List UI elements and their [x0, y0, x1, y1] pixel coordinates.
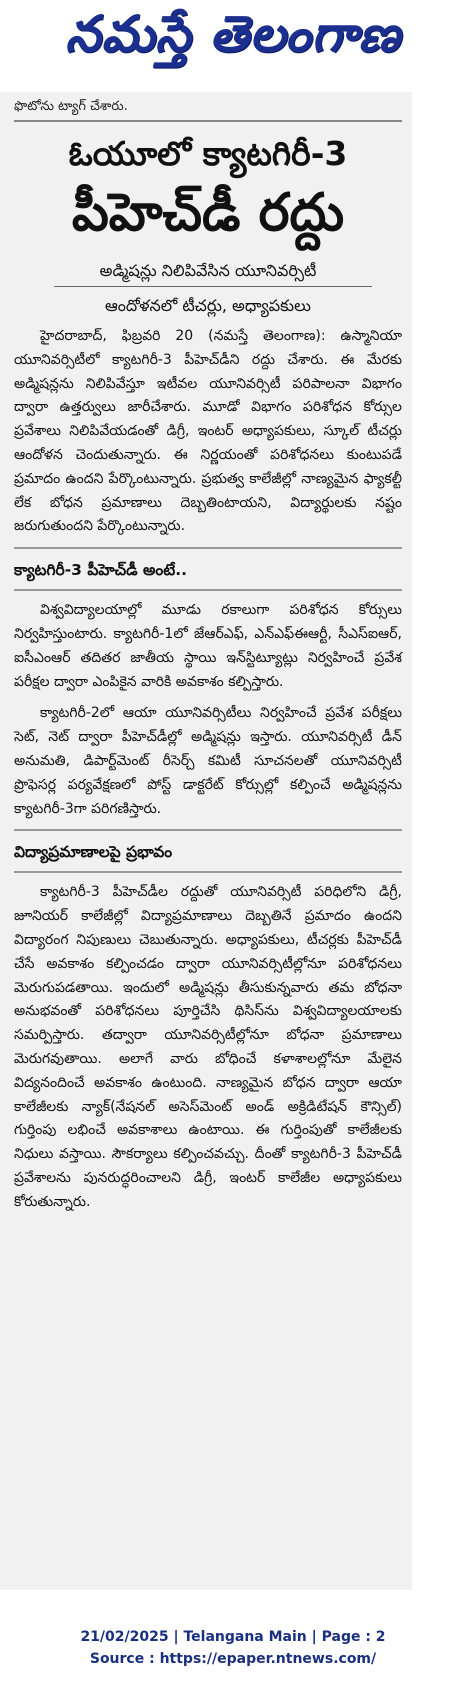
section-divider: [14, 547, 402, 549]
source-footer: [0, 1626, 466, 1670]
section-divider: [14, 589, 402, 591]
top-divider: [14, 120, 402, 122]
section-2-paragraph-1: క్యాటగిరీ-3 పీహెచ్‌డీల రద్దుతో యూనివర్సిటీ పరిధిలోని డిగ్రీ, జూనియర్‌ కాలేజీల్లో విద్యాప్రమాణాలు దెబ్బతినే ప్రమాదం ఉందని విద్యారంగ నిపుణులు చెబుతున్నారు. అధ్యాపకులు, టీచర్లకు పీహెచ్‌డీ చేసే అవకాశం కల్పించడం ద్వారా యూనివర్సిటీల్లోనూ పరిశోధనలు మెరుగుపడతాయి. ఇందులో అడ్మిషన్లు తీసుకున్నవారు తమ బోధనా అనుభవంతో పరిశోధనలు పూర్తిచేసి థిసిస్‌ను విశ్వవిద్యాలయాలకు సమర్పిస్తారు. తద్వారా యూనివర్సిటీల్లోనూ బోధనా ప్రమాణాలు మెరుగవుతాయి. అలాగే వారు బోధించే కళాశాలల్లోనూ మేలైన విద్యనందించే అవకాశం ఉంటుంది. నాణ్యమైన బోధన ద్వారా ఆయా కాలేజీలకు న్యాక్‌(నేషనల్‌ అసెస్‌మెంట్‌ అండ్‌ అక్రిడిటేషన్‌ కౌన్సిల్‌) గుర్తింపు లభించే అవకాశాలు ఉంటాయి. ఈ గుర్తింపుతో కాలేజీలకు నిధులు వస్తాయి. సౌకర్యాలు కల్పించవచ్చు. దీంతో క్యాటగిరీ-3 పీహెచ్‌డీ ప్రవేశాలను పునరుద్ధరించాలని డిగ్రీ, ఇంటర్‌ కాలేజీల అధ్యాపకులు కోరుతున్నారు.: [14, 884, 402, 1210]
date-page-line: 21/02/2025 | Telangana Main | Page : 2: [80, 1629, 386, 1645]
intro-paragraph: హైదరాబాద్‌, ఫిబ్రవరి 20 (నమస్తే తెలంగాణ): ఉస్మానియా యూనివర్సిటీలో క్యాటగిరీ-3 పీహెచ్‌డీని రద్దు చేశారు. ఈ మేరకు అడ్మిషన్లను నిలిపివేస్తూ ఇటీవల యూనివర్సిటీ పరిపాలనా విభాగం ద్వారా ఉత్తర్వులు జారీచేశారు. మూడో విభాగం పరిశోధన కోర్సుల ప్రవేశాలు నిలిపివేయడంతో డిగ్రీ, ఇంటర్‌ అధ్యాపకులు, స్కూల్‌ టీచర్లు ఆందోళన చెందుతున్నారు. ఈ నిర్ణయంతో పరిశోధనలు కుంటుపడే ప్రమాదం ఉందని పేర్కొంటున్నారు. ప్రభుత్వ కాలేజీల్లో నాణ్యమైన ఫ్యాకల్టీ లేక బోధన ప్రమాణాలు దెబ్బతింటాయని, విద్యార్థులకు నష్టం జరుగుతుందని పేర్కొంటున్నారు.: [14, 328, 402, 535]
section-divider: [14, 829, 402, 831]
masthead: [0, 0, 466, 80]
headline-line-1: ఓయూలో క్యాటగిరీ-3: [68, 134, 348, 173]
newspaper-logo: నమస్తే తెలంగాణ: [65, 4, 401, 63]
section-1-paragraph-1: విశ్వవిద్యాలయాల్లో మూడు రకాలుగా పరిశోధన కోర్సులు నిర్వహిస్తుంటారు. క్యాటగిరీ-1లో జేఆర్‌ఎఫ్‌, ఎన్‌ఎఫ్‌ఈఆర్టీ, సీఎస్‌ఐఆర్‌, ఐసీఎంఆర్‌ తదితర జాతీయ స్థాయి ఇన్‌స్టిట్యూట్లు నిర్వహించే ప్రవేశ పరీక్షల ద్వారా ఎంపికైన వారికి అవకాశం కల్పిస్తారు.: [14, 602, 402, 690]
headline-line-2: పీహెచ్‌డీ రద్దు: [71, 183, 345, 243]
subheading-1: అడ్మిషన్లు నిలిపివేసిన యూనివర్సిటీ: [99, 261, 317, 280]
section-1-paragraph-2: క్యాటగిరీ-2లో ఆయా యూనివర్సిటీలు నిర్వహించే ప్రవేశ పరీక్షలు సెట్‌, నెట్‌ ద్వారా పీహెచ్‌డీల్లో అడ్మిషన్లు ఇస్తారు. యూనివర్సిటీ డీన్‌ అనుమతి, డిపార్ట్‌మెంట్‌ రీసెర్చ్‌ కమిటీ సూచనలతో యూనివర్సిటీ ప్రొఫెసర్ల పర్యవేక్షణలో పోస్ట్‌ డాక్టరేట్‌ కోర్సుల్లో కల్పించే అడ్మిషన్లను క్యాటగిరీ-3గా పరిగణిస్తారు.: [14, 705, 402, 817]
source-line: Source : https://epaper.ntnews.com/: [89, 1651, 377, 1667]
carry-over-text: ఫొటోను ట్యాగ్‌ చేశారు.: [14, 99, 128, 114]
subheading-divider: [54, 286, 372, 287]
section-heading-impact: విద్యాప్రమాణాలపై ప్రభావం: [14, 843, 173, 862]
subheading-2: ఆందోళనలో టీచర్లు, అధ్యాపకులు: [105, 296, 311, 315]
section-heading-category-3: క్యాటగిరీ-3 పీహెచ్‌డీ అంటే..: [14, 561, 188, 580]
section-divider: [14, 871, 402, 873]
article: [14, 98, 402, 1215]
